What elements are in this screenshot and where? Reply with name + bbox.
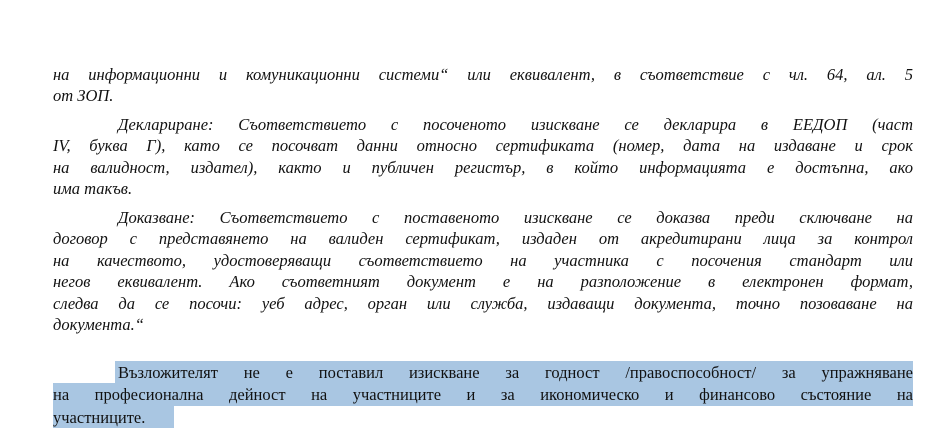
text-line: документа.“: [53, 315, 144, 334]
highlighted-text-line[interactable]: участниците.: [53, 408, 146, 427]
text-line: Деклариране: Съответствието с посоченото изискване се декларира в ЕЕДОП (част: [118, 115, 913, 134]
highlighted-text-line[interactable]: Възложителят не е поставил изискване за годност /правоспособност/ за упражняване: [118, 363, 913, 382]
text-line: негов еквивалент. Ако съответният документ е на разположение в електронен формат,: [53, 272, 913, 291]
text-line: IV, буква Г), като се посочват данни относно сертификата (номер, дата на издаване и срок: [53, 136, 913, 155]
text-line: на валидност, издател), както и публичен регистър, в който информацията е достъпна, ако: [53, 158, 913, 177]
text-line: Доказване: Съответствието с поставеното изискване се доказва преди сключване на: [118, 208, 913, 227]
text-line: на информационни и комуникационни системи“ или еквивалент, в съответствие с чл. 64, ал. 5: [53, 65, 913, 84]
text-line: договор с представянето на валиден сертификат, издаден от акредитирани лица за контрол: [53, 229, 913, 248]
text-line: има такъв.: [53, 179, 133, 198]
text-line: от ЗОП.: [53, 86, 114, 105]
text-line: на качеството, удостоверяващи съответствието на участника с посочения стандарт или: [53, 251, 913, 270]
highlighted-text-line[interactable]: на професионална дейност на участниците и за икономическо и финансово състояние на: [53, 385, 913, 404]
text-line: следва да се посочи: уеб адрес, орган или служба, издаващи документа, точно позоваване на: [53, 294, 913, 313]
